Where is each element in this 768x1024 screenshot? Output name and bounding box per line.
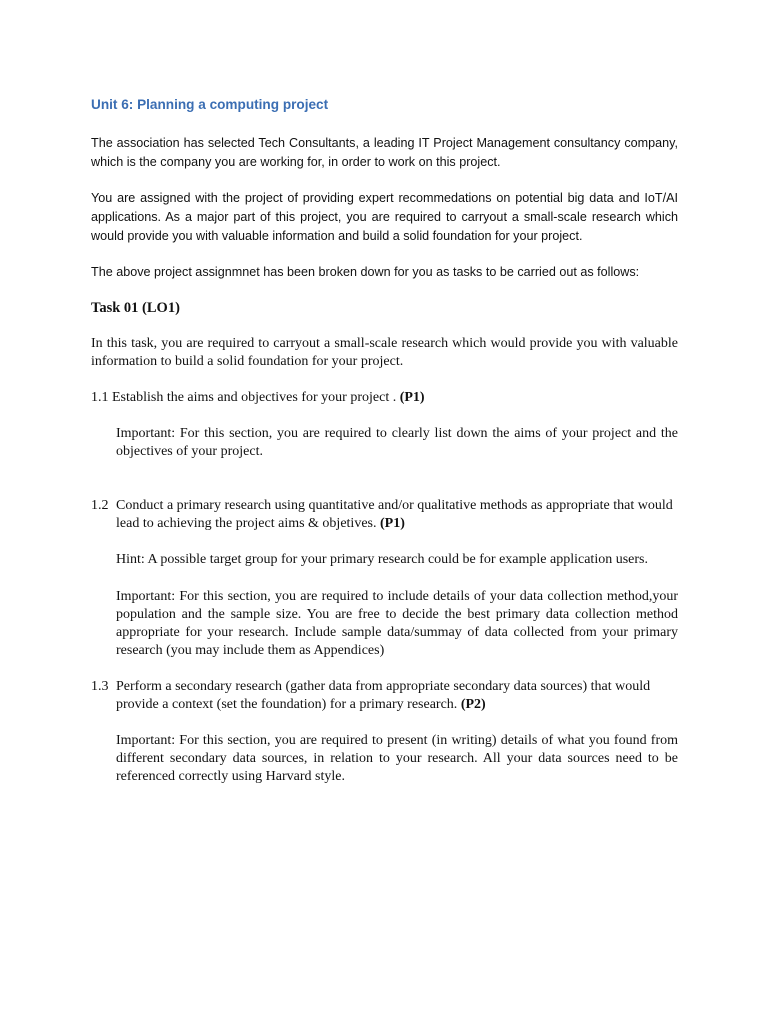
intro-paragraph-3: The above project assignmnet has been broken down for you as tasks to be carried out as follows: [91,265,640,279]
task-item-1-2 [91,497,678,533]
item-1-3-important-note: Important: For this section, you are required to present (in writing) details of what you found from different secondary data sources, in relation to your research. All your data sources need to be referenced correctly using Harvard style. [116,733,678,784]
item-grade-tag: (P1) [379,516,405,531]
item-number: 1.2 [91,498,109,513]
item-1-2-hint-note: Hint: A possible target group for your primary research could be for example application users. [116,552,648,567]
intro-paragraph-2: You are assigned with the project of providing expert recommedations on potential big data and IoT/AI applications. As a major part of this project, you are required to carryout a small-scale research which would provide you with valuable information and build a solid foundation for your project. [91,191,678,243]
item-number: 1.3 [91,679,109,694]
item-grade-tag: (P2) [460,697,486,712]
task-description: In this task, you are required to carryout a small-scale research which would provide you with valuable information to build a solid foundation for your project. [91,336,678,369]
task-item-1-1 [91,389,678,407]
item-grade-tag: (P1) [399,390,425,405]
intro-paragraph-1: The association has selected Tech Consultants, a leading IT Project Management consultancy company, which is the company you are working for, in order to work on this project. [91,136,678,169]
item-text: Conduct a primary research using quantitative and/or qualitative methods as appropriate that would lead to achieving the project aims & objetives. [116,498,673,531]
item-1-2-important-note: Important: For this section, you are required to include details of your data collection method,your population and the sample size. You are free to decide the best primary data collection method appropriate for your research. Include sample data/summay of data collected from your primary research (you may include them as Appendices) [116,589,678,658]
task-item-1-3 [91,678,678,714]
item-number: 1.1 [91,390,109,405]
item-1-1-important-note: Important: For this section, you are required to clearly list down the aims of your project and the objectives of your project. [116,426,678,459]
task-heading: Task 01 (LO1) [91,300,180,316]
unit-title: Unit 6: Planning a computing project [91,97,329,112]
document-page [91,95,678,786]
item-text: Perform a secondary research (gather data from appropriate secondary data sources) that would provide a context (set the foundation) for a primary research. [116,679,651,712]
item-text: Establish the aims and objectives for your project . [112,390,397,405]
